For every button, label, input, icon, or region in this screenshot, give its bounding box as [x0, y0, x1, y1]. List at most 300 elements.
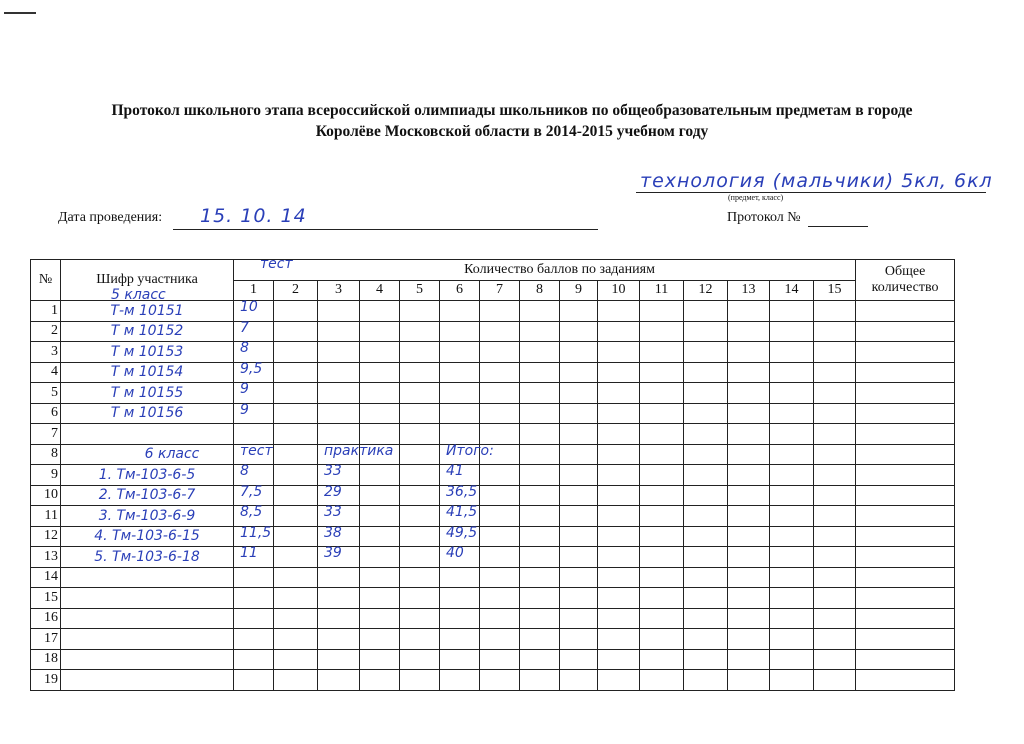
task-score-cell: [234, 608, 274, 629]
header-task: 5: [400, 280, 440, 301]
task-score-cell: [400, 444, 440, 465]
task-score-cell: [640, 321, 684, 342]
task-score: 39: [324, 545, 342, 561]
task-score-cell: [598, 567, 640, 588]
task-score-cell: [814, 362, 856, 383]
task-score-cell: [640, 342, 684, 363]
total-cell: [856, 485, 955, 506]
task-score-cell: [520, 670, 560, 691]
task-score-cell: [560, 403, 598, 424]
task-score-cell: [598, 608, 640, 629]
task-score-cell: [318, 567, 360, 588]
task-score-cell: [770, 321, 814, 342]
task-score-cell: [318, 465, 360, 486]
task-score-cell: [318, 442, 394, 465]
task-score-cell: [728, 465, 770, 486]
row-number: 2: [31, 321, 61, 342]
task-score-cell: [480, 608, 520, 629]
task-score-cell: [360, 383, 400, 404]
task-score-cell: [318, 301, 360, 322]
table-row: [31, 629, 955, 650]
subject-value: технология (мальчики) 5кл, 6кл: [640, 170, 993, 192]
task-score-cell: [440, 424, 480, 445]
participant-cipher: Т м 10155: [61, 383, 234, 404]
task-score-cell: [318, 403, 360, 424]
task-score-cell: [480, 403, 520, 424]
task-score-cell: [234, 629, 274, 650]
task-score-cell: [360, 588, 400, 609]
participant-cipher: 2. Тм-103-6-7: [61, 485, 234, 506]
row-number: 14: [31, 567, 61, 588]
task-score-cell: [440, 403, 480, 424]
task-score-cell: [684, 567, 728, 588]
task-score-cell: [520, 383, 560, 404]
task-score-cell: [234, 465, 274, 486]
task-score-cell: [318, 526, 360, 547]
table-row: [31, 608, 955, 629]
task-score-cell: [520, 342, 560, 363]
task-score-cell: [318, 547, 360, 568]
header-cipher: [61, 260, 234, 301]
task-score: 7: [240, 319, 249, 336]
row-number: 5: [31, 383, 61, 404]
task-score-cell: [814, 485, 856, 506]
task-score-cell: [520, 649, 560, 670]
total-cell: [856, 567, 955, 588]
task-score-cell: [520, 506, 560, 527]
table-row: [31, 465, 955, 486]
header-task: 7: [480, 280, 520, 301]
header-task: 3: [318, 280, 360, 301]
task-score-cell: [640, 608, 684, 629]
table-row: [31, 383, 955, 404]
task-score-cell: [234, 670, 274, 691]
participant-cipher: 5. Тм-103-6-18: [61, 547, 234, 568]
task-score-cell: [520, 588, 560, 609]
task-score-cell: [560, 444, 598, 465]
task-score-cell: [770, 362, 814, 383]
participant-cipher: [61, 424, 234, 445]
participant-cipher: [61, 649, 234, 670]
task-score-cell: [274, 362, 318, 383]
task-score-cell: [440, 608, 480, 629]
task-score-cell: [640, 465, 684, 486]
task-score-cell: [520, 403, 560, 424]
table-row: [31, 362, 955, 383]
header-task: 2: [274, 280, 318, 301]
task-score-cell: [560, 465, 598, 486]
task-score-cell: [684, 465, 728, 486]
task-score-cell: [598, 506, 640, 527]
total-cell: [856, 506, 955, 527]
task-score-cell: [440, 362, 480, 383]
row-number: 6: [31, 403, 61, 424]
participant-cipher: 3. Тм-103-6-9: [61, 506, 234, 527]
header-task: 1: [234, 280, 274, 301]
header-task: 9: [560, 280, 598, 301]
task-score: 7,5: [240, 483, 263, 500]
task-score-cell: [318, 670, 360, 691]
task-score-cell: [640, 362, 684, 383]
task-score-cell: [480, 629, 520, 650]
task-score: 41: [446, 463, 464, 479]
task-score: 33: [324, 504, 342, 520]
task-score-cell: [480, 362, 520, 383]
table-row: [31, 424, 955, 445]
task-score: 49,5: [446, 524, 478, 541]
task-score-cell: [400, 342, 440, 363]
task-score-cell: [234, 342, 274, 363]
task-score-cell: [560, 567, 598, 588]
task-score-cell: [480, 424, 520, 445]
task-score-cell: [728, 485, 770, 506]
task-score-cell: [770, 670, 814, 691]
participant-cipher: [61, 670, 234, 691]
task-score-cell: [814, 629, 856, 650]
task-score-cell: [640, 526, 684, 547]
task-score-cell: [728, 649, 770, 670]
task-score-cell: [480, 547, 520, 568]
task-score-cell: [318, 649, 360, 670]
task-score-cell: [360, 547, 400, 568]
task-score-cell: [598, 670, 640, 691]
task-score-cell: [400, 506, 440, 527]
protocol-title-line2: Королёве Московской области в 2014-2015 учебном году: [315, 123, 709, 140]
task-score-cell: [814, 649, 856, 670]
task-score-cell: [684, 485, 728, 506]
task-score-cell: [234, 547, 274, 568]
task-score: тест: [240, 442, 273, 459]
task-score-cell: [440, 547, 480, 568]
participant-cipher: [61, 567, 234, 588]
table-row: [31, 506, 955, 527]
task-score-cell: [274, 465, 318, 486]
task-score-cell: [440, 442, 494, 465]
header-total: Общее количество: [856, 260, 955, 301]
task-score-cell: [520, 444, 560, 465]
task-score-cell: [360, 342, 400, 363]
task-score-cell: [520, 608, 560, 629]
task-score-cell: [274, 526, 318, 547]
task-score-cell: [480, 567, 520, 588]
task-score-cell: [274, 301, 318, 322]
task-score: 11: [240, 545, 258, 561]
task-score-cell: [684, 301, 728, 322]
task-score-cell: [560, 526, 598, 547]
table-row: [31, 342, 955, 363]
task-score-cell: [318, 383, 360, 404]
task-score-cell: [480, 649, 520, 670]
task-score-cell: [684, 588, 728, 609]
header-task: 13: [728, 280, 770, 301]
task-score-cell: [234, 383, 274, 404]
task-score-cell: [400, 649, 440, 670]
task-score-cell: [400, 301, 440, 322]
task-score-cell: [440, 301, 480, 322]
task-score-cell: [770, 465, 814, 486]
table-row: [31, 670, 955, 691]
task-score: 41,5: [446, 504, 478, 520]
header-scores: [234, 256, 856, 281]
task-score-cell: [440, 526, 480, 547]
scores-table: [30, 256, 955, 691]
task-score-cell: [360, 506, 400, 527]
table-row: [31, 485, 955, 506]
protocol-number-label: Протокол №: [727, 210, 801, 225]
task-score-cell: [814, 403, 856, 424]
task-score-cell: [814, 588, 856, 609]
header-number: №: [31, 260, 61, 301]
row-number: 19: [31, 670, 61, 691]
task-score-cell: [480, 485, 520, 506]
task-score-cell: [440, 588, 480, 609]
table-row: [31, 588, 955, 609]
task-score-cell: [400, 629, 440, 650]
task-score-cell: [440, 567, 480, 588]
row-number: 4: [31, 362, 61, 383]
task-score-cell: [728, 342, 770, 363]
corner-mark: [4, 12, 36, 14]
task-score-cell: [684, 321, 728, 342]
subject-line: [636, 192, 986, 193]
table-row: [31, 301, 955, 322]
task-score-cell: [480, 465, 520, 486]
task-score-cell: [684, 547, 728, 568]
task-score-cell: [770, 506, 814, 527]
task-score-cell: [440, 649, 480, 670]
task-score-cell: [598, 301, 640, 322]
task-score-cell: [318, 629, 360, 650]
task-score-cell: [640, 506, 684, 527]
task-score-cell: [770, 567, 814, 588]
task-score: 33: [324, 463, 342, 479]
header-cipher-note: 5 класс: [111, 287, 166, 303]
total-cell: [856, 301, 955, 322]
task-score-cell: [560, 588, 598, 609]
task-score-cell: [770, 301, 814, 322]
task-score-cell: [684, 383, 728, 404]
task-score-cell: [274, 403, 318, 424]
total-cell: [856, 424, 955, 445]
task-score-cell: [234, 301, 274, 322]
task-score-cell: [684, 342, 728, 363]
task-score-cell: [400, 547, 440, 568]
task-score-cell: [360, 567, 400, 588]
task-score-cell: [480, 506, 520, 527]
task-score-cell: [640, 649, 684, 670]
table-row: [31, 547, 955, 568]
task-score-cell: [728, 506, 770, 527]
task-score-cell: [274, 383, 318, 404]
task-score-cell: [728, 403, 770, 424]
task-score-cell: [560, 506, 598, 527]
task-score-cell: [598, 526, 640, 547]
task-score-cell: [770, 608, 814, 629]
task-score-cell: [234, 444, 274, 465]
task-score-cell: [598, 383, 640, 404]
task-score-cell: [520, 465, 560, 486]
task-score-cell: [598, 588, 640, 609]
task-score-cell: [770, 424, 814, 445]
task-score-cell: [728, 608, 770, 629]
task-score-cell: [770, 342, 814, 363]
task-score: 40: [446, 545, 464, 561]
task-score-cell: [814, 342, 856, 363]
task-score: 10: [240, 299, 258, 315]
task-score: 8: [240, 463, 249, 479]
total-cell: [856, 465, 955, 486]
participant-cipher: Т м 10154: [61, 362, 234, 383]
task-score-cell: [234, 526, 274, 547]
participant-cipher: [61, 608, 234, 629]
total-cell: [856, 403, 955, 424]
task-score-cell: [480, 526, 520, 547]
task-score-cell: [318, 424, 360, 445]
task-score-cell: [480, 342, 520, 363]
task-score-cell: [360, 526, 400, 547]
task-score-cell: [684, 444, 728, 465]
task-score-cell: [480, 588, 520, 609]
task-score-cell: [400, 383, 440, 404]
task-score-cell: [598, 403, 640, 424]
task-score-cell: [318, 362, 360, 383]
task-score-cell: [640, 485, 684, 506]
date-line: [173, 229, 598, 230]
header-task: 10: [598, 280, 640, 301]
task-score-cell: [598, 321, 640, 342]
task-score-cell: [234, 485, 274, 506]
task-score-cell: [770, 547, 814, 568]
task-score-cell: [814, 444, 856, 465]
task-score-cell: [560, 547, 598, 568]
table-row: [31, 403, 955, 424]
task-score-cell: [560, 383, 598, 404]
task-score-cell: [274, 342, 318, 363]
task-score-cell: [560, 485, 598, 506]
task-score-cell: [234, 506, 274, 527]
task-score-cell: [814, 383, 856, 404]
task-score-cell: [520, 485, 560, 506]
protocol-title-line1: Протокол школьного этапа всероссийской олимпиады школьников по общеобразовательным предметам в городе: [111, 102, 913, 119]
task-score-cell: [640, 403, 684, 424]
task-score-cell: [560, 424, 598, 445]
header-task: 12: [684, 280, 728, 301]
total-cell: [856, 588, 955, 609]
task-score-cell: [560, 649, 598, 670]
table-row: [31, 526, 955, 547]
task-score-cell: [814, 321, 856, 342]
task-score-cell: [318, 485, 360, 506]
task-score: 11,5: [240, 524, 272, 541]
row-number: 8: [31, 444, 61, 465]
task-score-cell: [560, 342, 598, 363]
task-score-cell: [274, 608, 318, 629]
task-score-cell: [440, 485, 480, 506]
task-score-cell: [274, 424, 318, 445]
task-score-cell: [480, 383, 520, 404]
task-score-cell: [770, 403, 814, 424]
task-score-cell: [274, 629, 318, 650]
task-score-cell: [640, 383, 684, 404]
task-score-cell: [234, 649, 274, 670]
task-score: 29: [324, 483, 342, 500]
task-score-cell: [234, 321, 274, 342]
header-task: 4: [360, 280, 400, 301]
task-score-cell: [360, 301, 400, 322]
row-number: 15: [31, 588, 61, 609]
task-score-cell: [440, 321, 480, 342]
task-score-cell: [598, 547, 640, 568]
task-score-cell: [520, 567, 560, 588]
task-score-cell: [520, 362, 560, 383]
task-score-cell: [640, 670, 684, 691]
task-score-cell: [640, 424, 684, 445]
task-score-cell: [728, 321, 770, 342]
task-score: Итого:: [446, 442, 494, 459]
task-score-cell: [400, 567, 440, 588]
task-score-cell: [770, 383, 814, 404]
header-task: 6: [440, 280, 480, 301]
task-score-cell: [560, 321, 598, 342]
participant-cipher: Т м 10156: [61, 403, 234, 424]
task-score-cell: [360, 362, 400, 383]
task-score-cell: [234, 362, 274, 383]
task-score-cell: [598, 362, 640, 383]
participant-cipher: Т-м 10151: [61, 301, 234, 322]
participant-cipher: [61, 588, 234, 609]
date-label: Дата проведения:: [58, 210, 163, 225]
task-score-cell: [728, 444, 770, 465]
task-score-cell: [360, 608, 400, 629]
task-score: 9,5: [240, 360, 263, 377]
task-score-cell: [728, 526, 770, 547]
task-score-cell: [274, 444, 318, 465]
task-score-cell: [360, 649, 400, 670]
task-score-cell: [234, 567, 274, 588]
row-number: 9: [31, 465, 61, 486]
task-score-cell: [480, 321, 520, 342]
task-score-cell: [684, 649, 728, 670]
task-score: 9: [240, 401, 249, 418]
row-number: 1: [31, 301, 61, 322]
table-row: [31, 444, 955, 465]
header-scores-note: тест: [260, 256, 293, 272]
task-score-cell: [318, 342, 360, 363]
task-score-cell: [770, 629, 814, 650]
task-score-cell: [770, 444, 814, 465]
task-score-cell: [274, 547, 318, 568]
row-number: 3: [31, 342, 61, 363]
task-score-cell: [640, 547, 684, 568]
task-score-cell: [440, 465, 480, 486]
participant-cipher: Т м 10152: [61, 321, 234, 342]
task-score-cell: [400, 465, 440, 486]
task-score-cell: [728, 301, 770, 322]
task-score-cell: [814, 608, 856, 629]
task-score-cell: [684, 670, 728, 691]
task-score-cell: [400, 588, 440, 609]
task-score-cell: [684, 403, 728, 424]
task-score-cell: [234, 403, 274, 424]
task-score-cell: [274, 485, 318, 506]
task-score-cell: [598, 629, 640, 650]
total-cell: [856, 342, 955, 363]
task-score-cell: [728, 362, 770, 383]
participant-cipher: Т м 10153: [61, 342, 234, 363]
task-score-cell: [274, 670, 318, 691]
task-score-cell: [520, 526, 560, 547]
task-score-cell: [400, 403, 440, 424]
